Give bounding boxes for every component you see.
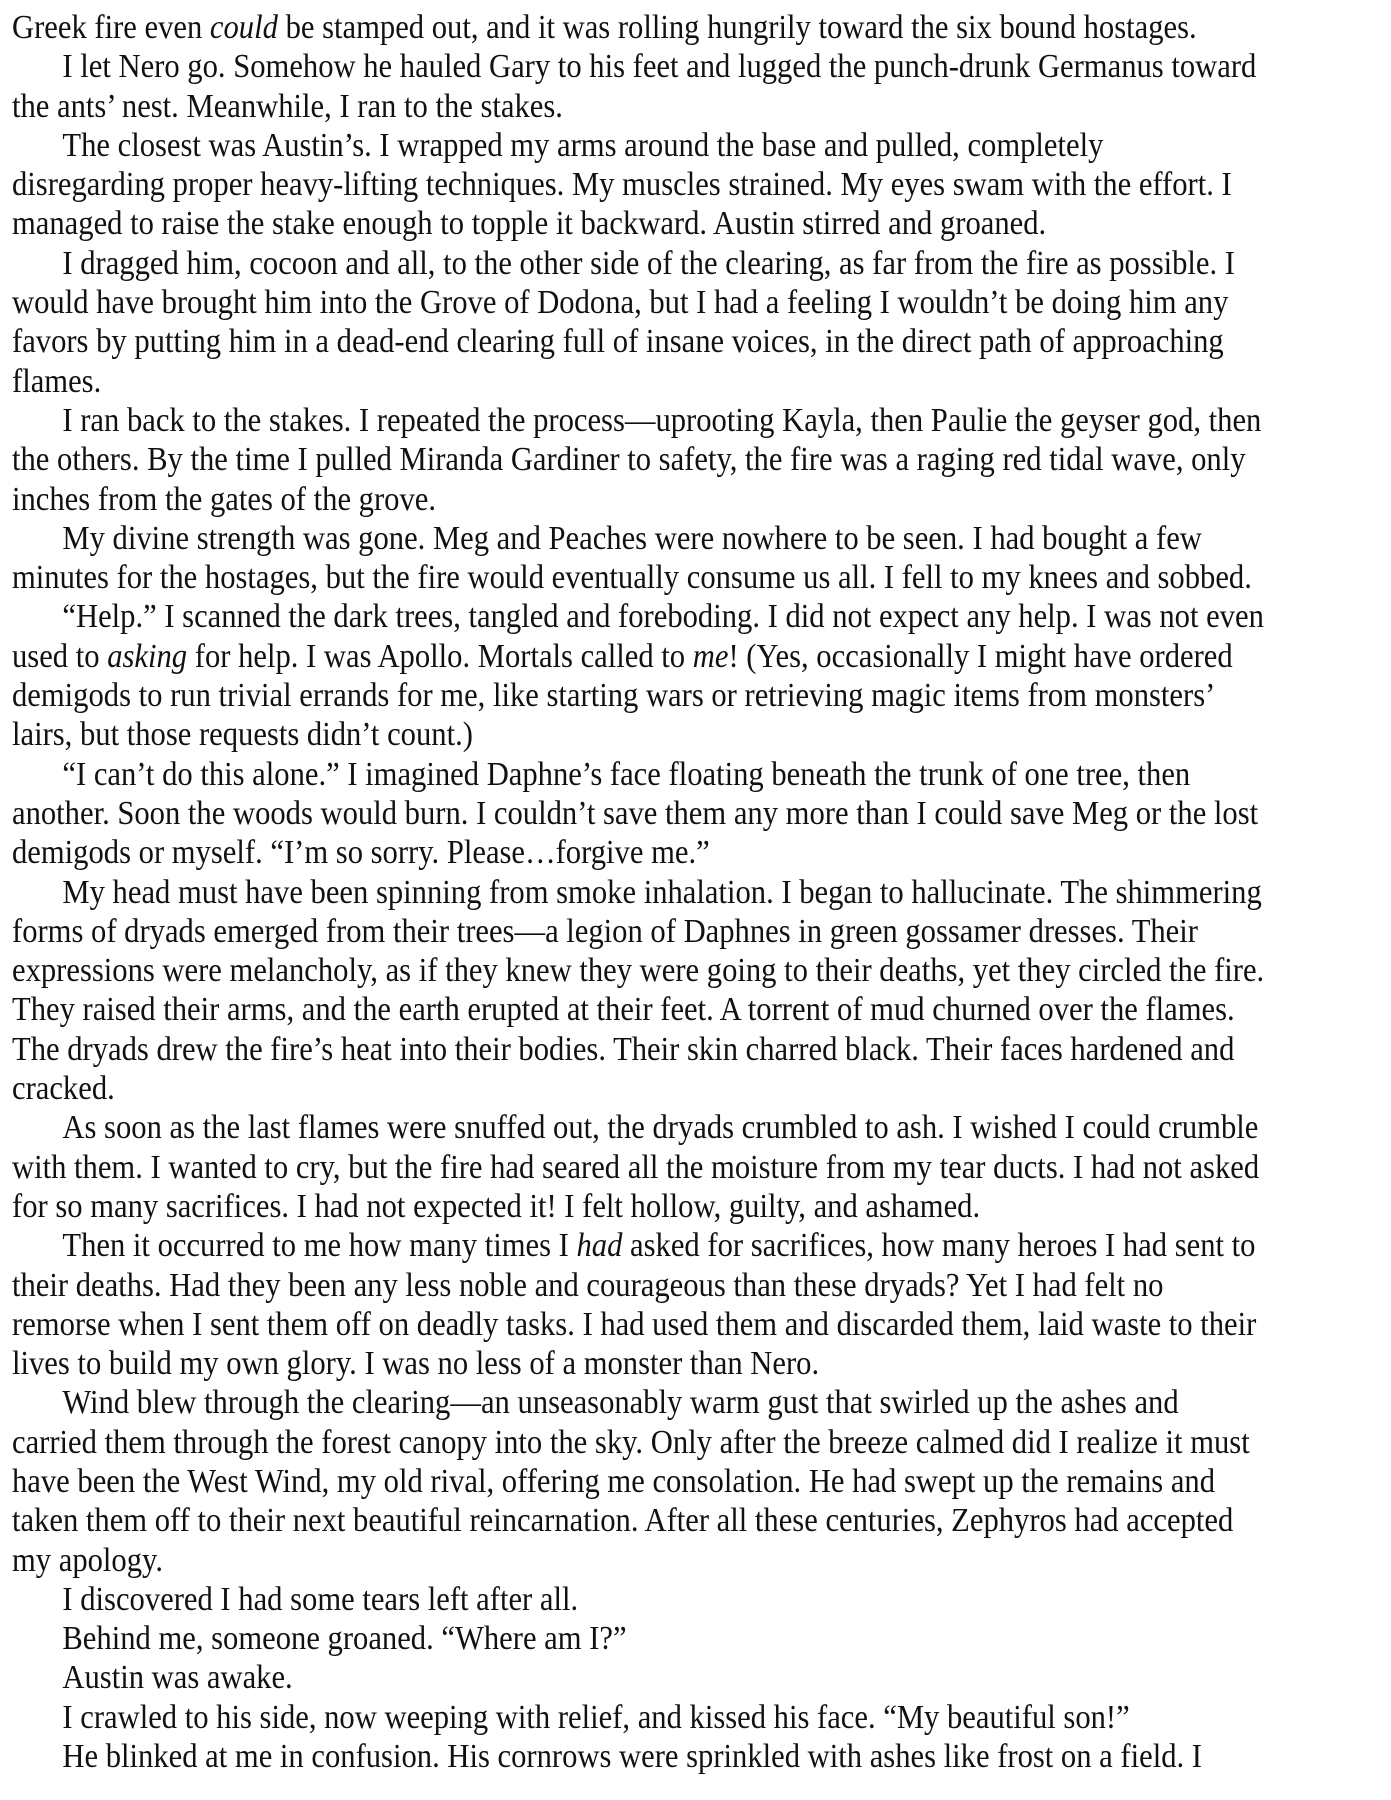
text-run: have been the West Wind, my old rival, offering me consolation. He had swept up the remains and <box>12 1462 1216 1500</box>
text-line <box>12 1266 1264 1305</box>
text-run: My head must have been spinning from smoke inhalation. I began to hallucinate. The shimmering <box>62 873 1262 911</box>
text-line <box>12 990 1264 1029</box>
text-run: taken them off to their next beautiful reincarnation. After all these centuries, Zephyros had accepted <box>12 1502 1234 1540</box>
paragraph-first-line <box>12 1108 1264 1147</box>
text-line <box>12 1423 1264 1462</box>
paragraph-first-line <box>12 597 1264 636</box>
text-run: expressions were melancholy, as if they knew they were going to their deaths, yet they circled the fire. <box>12 952 1265 990</box>
text-run: would have brought him into the Grove of Dodona, but I had a feeling I wouldn’t be doing him any <box>12 284 1229 322</box>
text-line <box>12 794 1264 833</box>
text-run: disregarding proper heavy-lifting techniques. My muscles strained. My eyes swam with the effort. I <box>12 166 1232 204</box>
text-run: The closest was Austin’s. I wrapped my arms around the base and pulled, completely <box>62 126 1104 164</box>
paragraph-first-line <box>12 244 1264 283</box>
text-run: I discovered I had some tears left after all. <box>62 1580 579 1618</box>
text-run: the others. By the time I pulled Miranda Gardiner to safety, the fire was a raging red tidal wave, only <box>12 441 1246 479</box>
paragraph-first-line <box>12 126 1264 165</box>
text-run: cracked. <box>12 1070 115 1108</box>
text-run: My divine strength was gone. Meg and Peaches were nowhere to be seen. I had bought a few <box>62 519 1202 557</box>
text-run: their deaths. Had they been any less noble and courageous than these dryads? Yet I had felt no <box>12 1266 1164 1304</box>
text-run: Austin was awake. <box>62 1659 293 1697</box>
text-run: favors by putting him in a dead-end clearing full of insane voices, in the direct path of approaching <box>12 323 1224 361</box>
text-line <box>12 1305 1264 1344</box>
text-run: be stamped out, and it was rolling hungrily toward the six bound hostages. <box>277 9 1197 46</box>
paragraph-first-line <box>12 1383 1264 1422</box>
text-line <box>12 204 1264 243</box>
paragraph-first-line <box>12 519 1264 558</box>
text-line <box>12 1541 1264 1580</box>
text-line <box>12 1069 1264 1108</box>
text-run: managed to raise the stake enough to topple it backward. Austin stirred and groaned. <box>12 205 1047 243</box>
text-run: I dragged him, cocoon and all, to the other side of the clearing, as far from the fire as possible. I <box>62 244 1236 282</box>
text-line <box>12 715 1264 754</box>
text-line <box>12 87 1264 126</box>
text-run: “I can’t do this alone.” I imagined Daphne’s face floating beneath the trunk of one tree, then <box>62 755 1191 793</box>
text-run: ! (Yes, occasionally I might have ordered <box>728 637 1233 675</box>
text-run: minutes for the hostages, but the fire would eventually consume us all. I fell to my knees and sobbed. <box>12 559 1252 597</box>
text-line <box>12 1344 1264 1383</box>
paragraph-first-line <box>12 401 1264 440</box>
text-run: I ran back to the stakes. I repeated the process—uprooting Kayla, then Paulie the geyser god, then <box>62 401 1262 439</box>
text-run: carried them through the forest canopy into the sky. Only after the breeze calmed did I realize it must <box>12 1423 1250 1461</box>
text-line <box>12 1501 1264 1540</box>
paragraph-first-line <box>12 1698 1264 1737</box>
text-line <box>12 558 1264 597</box>
paragraph-first-line <box>12 1737 1264 1776</box>
text-line <box>12 1148 1264 1187</box>
text-run: The dryads drew the fire’s heat into their bodies. Their skin charred black. Their faces hardened and <box>12 1030 1235 1068</box>
paragraph-first-line <box>12 1658 1264 1697</box>
text-run: “Help.” I scanned the dark trees, tangled and foreboding. I did not expect any help. I was not even <box>62 598 1264 636</box>
text-run: He blinked at me in confusion. His cornrows were sprinkled with ashes like frost on a field. I <box>62 1738 1202 1776</box>
text-line <box>12 440 1264 479</box>
paragraph-first-line <box>12 873 1264 912</box>
text-run: for help. I was Apollo. Mortals called to <box>187 637 693 675</box>
text-line <box>12 951 1264 990</box>
italic-text: had <box>576 1227 623 1265</box>
italic-text: asking <box>107 637 188 675</box>
text-run: the ants’ nest. Meanwhile, I ran to the stakes. <box>12 87 563 125</box>
text-run: lairs, but those requests didn’t count.) <box>12 716 473 754</box>
text-run: remorse when I sent them off on deadly tasks. I had used them and discarded them, laid waste to their <box>12 1305 1257 1343</box>
text-run: with them. I wanted to cry, but the fire had seared all the moisture from my tear ducts. I had not asked <box>12 1148 1260 1186</box>
italic-text: could <box>209 9 278 46</box>
text-line <box>12 1187 1264 1226</box>
text-line <box>12 322 1264 361</box>
text-run: As soon as the last flames were snuffed out, the dryads crumbled to ash. I wished I could crumble <box>62 1109 1259 1147</box>
text-run: Then it occurred to me how many times I <box>62 1227 577 1265</box>
text-run: inches from the gates of the grove. <box>12 480 437 518</box>
book-page-text <box>12 8 1264 1776</box>
text-run: Behind me, someone groaned. “Where am I?” <box>62 1620 627 1658</box>
text-run: Greek fire even <box>12 9 210 46</box>
paragraph-first-line <box>12 47 1264 86</box>
paragraph-first-line <box>12 755 1264 794</box>
text-run: another. Soon the woods would burn. I couldn’t save them any more than I could save Meg or the lost <box>12 794 1259 832</box>
text-line <box>12 165 1264 204</box>
text-run: demigods or myself. “I’m so sorry. Please…forgive me.” <box>12 834 710 872</box>
paragraph-first-line <box>12 1619 1264 1658</box>
text-run: Wind blew through the clearing—an unseasonably warm gust that swirled up the ashes and <box>62 1384 1179 1422</box>
text-run: They raised their arms, and the earth erupted at their feet. A torrent of mud churned over the flames. <box>12 991 1235 1029</box>
text-run: I crawled to his side, now weeping with relief, and kissed his face. “My beautiful son!” <box>62 1698 1130 1736</box>
italic-text: me <box>692 637 729 675</box>
text-run: used to <box>12 637 108 675</box>
text-line <box>12 637 1264 676</box>
text-line <box>12 480 1264 519</box>
text-run: flames. <box>12 362 102 400</box>
text-run: my apology. <box>12 1541 164 1579</box>
text-run: I let Nero go. Somehow he hauled Gary to his feet and lugged the punch-drunk Germanus toward <box>62 48 1257 86</box>
text-line <box>12 362 1264 401</box>
text-run: asked for sacrifices, how many heroes I had sent to <box>622 1227 1256 1265</box>
text-line <box>12 912 1264 951</box>
text-run: forms of dryads emerged from their trees—a legion of Daphnes in green gossamer dresses. Their <box>12 912 1198 950</box>
paragraph-first-line <box>12 1580 1264 1619</box>
text-line <box>12 833 1264 872</box>
text-run: demigods to run trivial errands for me, like starting wars or retrieving magic items from monsters’ <box>12 677 1216 715</box>
text-line <box>12 1030 1264 1069</box>
text-run: for so many sacrifices. I had not expected it! I felt hollow, guilty, and ashamed. <box>12 1187 981 1225</box>
text-line <box>12 8 1264 47</box>
paragraph-first-line <box>12 1226 1264 1265</box>
text-line <box>12 676 1264 715</box>
text-line <box>12 1462 1264 1501</box>
text-line <box>12 283 1264 322</box>
text-run: lives to build my own glory. I was no less of a monster than Nero. <box>12 1345 820 1383</box>
